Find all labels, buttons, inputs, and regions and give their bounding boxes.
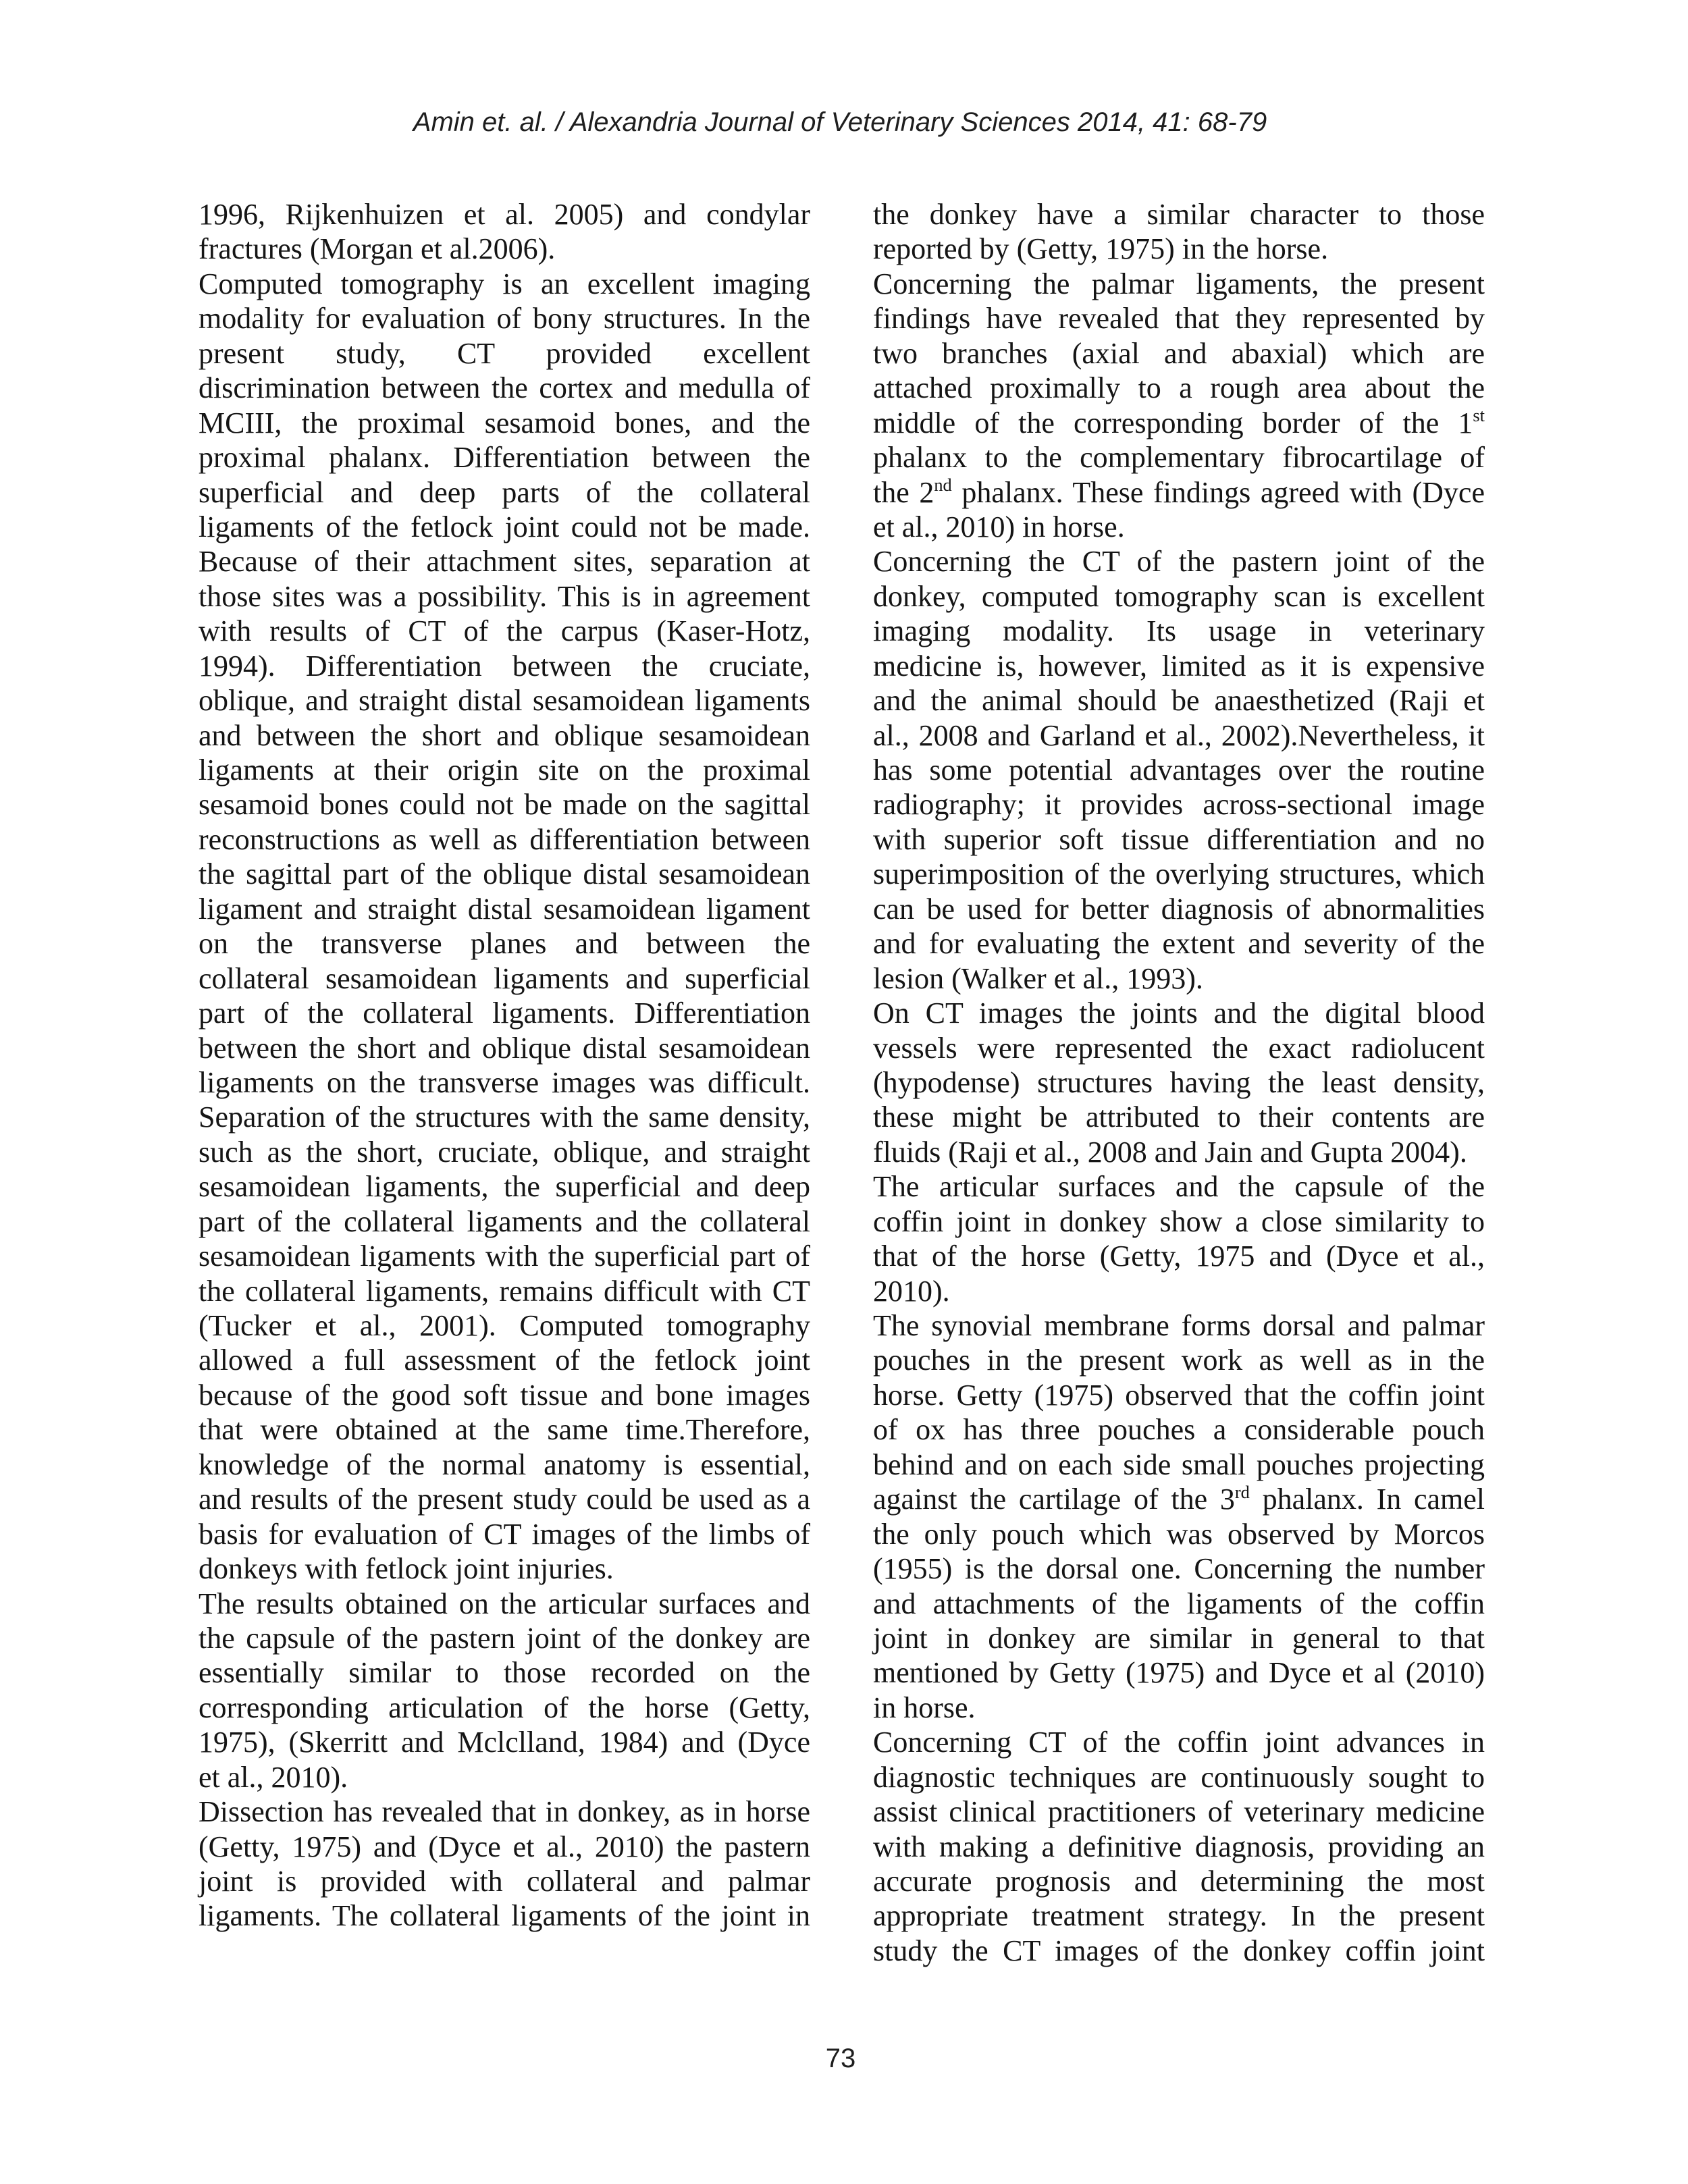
text-line: et al., 2010) in horse.	[873, 510, 1125, 543]
text-line: oblique, and straight distal sesamoidean ligaments	[199, 684, 810, 718]
text-line: present study, CT provided excellent	[199, 336, 810, 370]
text-line: 1994). Differentiation between the cruciate,	[199, 649, 810, 683]
text-line: in horse.	[873, 1690, 976, 1724]
paragraph	[873, 1725, 1485, 1968]
text-line: knowledge of the normal anatomy is essential,	[199, 1447, 810, 1481]
text-line: Concerning CT of the coffin joint advances in	[873, 1726, 1485, 1759]
paragraph	[199, 267, 810, 1587]
text-line: behind and on each side small pouches projecting	[873, 1447, 1485, 1481]
text-line: study the CT images of the donkey coffin joint	[873, 1934, 1485, 1967]
text-line: donkey, computed tomography scan is excellent	[873, 579, 1485, 613]
text-line: and between the short and oblique sesamoidean	[199, 718, 810, 752]
text-line: Computed tomography is an excellent imaging	[199, 267, 810, 300]
text-line: joint is provided with collateral and palmar	[199, 1865, 810, 1898]
text-line: (Tucker et al., 2001). Computed tomography	[199, 1309, 810, 1342]
text-segment: phalanx. In camel	[1249, 1483, 1485, 1516]
running-header: Amin et. al. / Alexandria Journal of Veterinary Sciences 2014, 41: 68-79	[413, 107, 1267, 137]
text-line: radiography; it provides across-sectional image	[873, 788, 1485, 822]
text-line: modality for evaluation of bony structures. In the	[199, 302, 810, 336]
text-line: fractures (Morgan et al.2006).	[199, 232, 556, 266]
text-line: and attachments of the ligaments of the coffin	[873, 1587, 1485, 1620]
text-line: 2010).	[873, 1274, 950, 1308]
text-line: findings have revealed that they represented by	[873, 302, 1485, 336]
text-line: fluids (Raji et al., 2008 and Jain and Gupta 2004).	[873, 1135, 1467, 1169]
text-line: imaging modality. Its usage in veterinary	[873, 614, 1485, 648]
text-line: the sagittal part of the oblique distal sesamoidean	[199, 857, 810, 891]
text-line: On CT images the joints and the digital blood	[873, 996, 1485, 1030]
text-line: and the animal should be anaesthetized (Raji et	[873, 684, 1485, 718]
text-line: the capsule of the pastern joint of the donkey are	[199, 1621, 810, 1655]
text-segment: phalanx. These findings agreed with (Dyce	[951, 475, 1485, 509]
paragraph	[873, 544, 1485, 996]
text-line: (Getty, 1975) and (Dyce et al., 2010) the pastern	[199, 1830, 810, 1863]
text-line: donkeys with fetlock joint injuries.	[199, 1552, 614, 1586]
text-line: and results of the present study could be used as a	[199, 1483, 810, 1516]
text-line: sesamoid bones could not be made on the sagittal	[199, 788, 810, 822]
text-line: ligaments on the transverse images was difficult.	[199, 1065, 810, 1099]
text-line	[873, 406, 1485, 440]
text-line: of ox has three pouches a considerable pouch	[873, 1413, 1485, 1447]
text-line: reconstructions as well as differentiation between	[199, 822, 810, 856]
superscript: st	[1473, 405, 1485, 426]
text-line	[873, 475, 1485, 510]
text-line: on the transverse planes and between the	[199, 927, 810, 961]
text-line: that of the horse (Getty, 1975 and (Dyce et al.,	[873, 1240, 1485, 1273]
text-line: essentially similar to those recorded on the	[199, 1656, 810, 1690]
text-line: medicine is, however, limited as it is expensive	[873, 649, 1485, 683]
text-line: discrimination between the cortex and medulla of	[199, 371, 810, 405]
text-line: vessels were represented the exact radiolucent	[873, 1031, 1485, 1065]
text-segment: the 2	[873, 475, 934, 509]
text-line: between the short and oblique distal sesamoidean	[199, 1031, 810, 1065]
text-line: 1996, Rijkenhuizen et al. 2005) and condylar	[199, 198, 810, 231]
paragraph	[873, 267, 1485, 545]
text-line: The results obtained on the articular surfaces and	[199, 1587, 810, 1620]
text-line: with making a definitive diagnosis, providing an	[873, 1830, 1485, 1863]
text-line: allowed a full assessment of the fetlock joint	[199, 1343, 810, 1377]
text-line: Because of their attachment sites, separation at	[199, 545, 810, 579]
text-line: ligaments at their origin site on the proximal	[199, 753, 810, 787]
text-line: reported by (Getty, 1975) in the horse.	[873, 232, 1329, 266]
text-line: the donkey have a similar character to those	[873, 198, 1485, 231]
text-line: the only pouch which was observed by Morcos	[873, 1517, 1485, 1551]
text-line: accurate prognosis and determining the most	[873, 1865, 1485, 1898]
text-line: pouches in the present work as well as in the	[873, 1343, 1485, 1377]
text-line: mentioned by Getty (1975) and Dyce et al (2010)	[873, 1656, 1485, 1690]
paragraph	[199, 1587, 810, 1795]
left-column	[199, 197, 810, 1934]
paragraph	[199, 1794, 810, 1934]
text-line: basis for evaluation of CT images of the limbs of	[199, 1517, 810, 1551]
paragraph	[873, 197, 1485, 267]
text-line: The articular surfaces and the capsule of the	[873, 1170, 1485, 1204]
text-line: such as the short, cruciate, oblique, and straight	[199, 1135, 810, 1169]
text-line: sesamoidean ligaments with the superficial part of	[199, 1240, 810, 1273]
text-line: coffin joint in donkey show a close similarity to	[873, 1204, 1485, 1238]
text-line: these might be attributed to their contents are	[873, 1100, 1485, 1134]
text-line: can be used for better diagnosis of abnormalities	[873, 892, 1485, 926]
text-line: et al., 2010).	[199, 1760, 348, 1794]
text-line: two branches (axial and abaxial) which are	[873, 336, 1485, 370]
text-line: part of the collateral ligaments and the collateral	[199, 1204, 810, 1238]
text-line: (hypodense) structures having the least density,	[873, 1065, 1485, 1099]
superscript: nd	[934, 475, 952, 496]
text-line: with superior soft tissue differentiation and no	[873, 822, 1485, 856]
page-number: 73	[825, 2044, 856, 2073]
text-line: has some potential advantages over the routine	[873, 753, 1485, 787]
text-line: MCIII, the proximal sesamoid bones, and the	[199, 406, 810, 440]
text-segment: middle of the corresponding border of the 1	[873, 406, 1473, 440]
paragraph	[873, 996, 1485, 1169]
text-line: Dissection has revealed that in donkey, as in horse	[199, 1795, 810, 1829]
text-line: part of the collateral ligaments. Differentiation	[199, 996, 810, 1030]
text-line: joint in donkey are similar in general to that	[873, 1621, 1485, 1655]
text-line: lesion (Walker et al., 1993).	[873, 961, 1203, 995]
text-line	[873, 1482, 1485, 1516]
text-line: Separation of the structures with the same density,	[199, 1100, 810, 1134]
text-line: ligament and straight distal sesamoidean ligament	[199, 892, 810, 926]
text-line: with results of CT of the carpus (Kaser-Hotz,	[199, 614, 810, 648]
text-line: corresponding articulation of the horse (Getty,	[199, 1690, 810, 1724]
text-line: phalanx to the complementary fibrocartilage of	[873, 441, 1485, 475]
paragraph	[873, 1308, 1485, 1725]
text-line: al., 2008 and Garland et al., 2002).Nevertheless, it	[873, 718, 1485, 752]
text-line: (1955) is the dorsal one. Concerning the number	[873, 1552, 1485, 1586]
superscript: rd	[1234, 1481, 1250, 1502]
text-line: ligaments. The collateral ligaments of the joint in	[199, 1899, 810, 1933]
text-line: collateral sesamoidean ligaments and superficial	[199, 961, 810, 995]
paragraph	[873, 1169, 1485, 1308]
text-line: diagnostic techniques are continuously sought to	[873, 1760, 1485, 1794]
text-segment: against the cartilage of the 3	[873, 1483, 1235, 1516]
text-line: 1975), (Skerritt and Mclclland, 1984) and (Dyce	[199, 1726, 810, 1759]
text-line: assist clinical practitioners of veterinary medicine	[873, 1795, 1485, 1829]
right-column	[873, 197, 1485, 1968]
text-line: appropriate treatment strategy. In the present	[873, 1899, 1485, 1933]
text-line: The synovial membrane forms dorsal and palmar	[873, 1309, 1485, 1342]
text-line: Concerning the CT of the pastern joint of the	[873, 545, 1485, 579]
text-line: ligaments of the fetlock joint could not be made.	[199, 510, 810, 543]
text-line: superimposition of the overlying structures, which	[873, 857, 1485, 891]
text-line: Concerning the palmar ligaments, the present	[873, 267, 1485, 300]
text-line: attached proximally to a rough area about the	[873, 371, 1485, 405]
text-line: superficial and deep parts of the collateral	[199, 475, 810, 509]
text-line: and for evaluating the extent and severity of the	[873, 927, 1485, 961]
text-line: the collateral ligaments, remains difficult with CT	[199, 1274, 810, 1308]
text-line: sesamoidean ligaments, the superficial and deep	[199, 1170, 810, 1204]
text-line: proximal phalanx. Differentiation between the	[199, 441, 810, 475]
text-line: those sites was a possibility. This is in agreement	[199, 579, 810, 613]
text-line: that were obtained at the same time.Therefore,	[199, 1413, 810, 1447]
text-line: because of the good soft tissue and bone images	[199, 1378, 810, 1412]
text-line: horse. Getty (1975) observed that the coffin joint	[873, 1378, 1485, 1412]
paragraph	[199, 197, 810, 267]
